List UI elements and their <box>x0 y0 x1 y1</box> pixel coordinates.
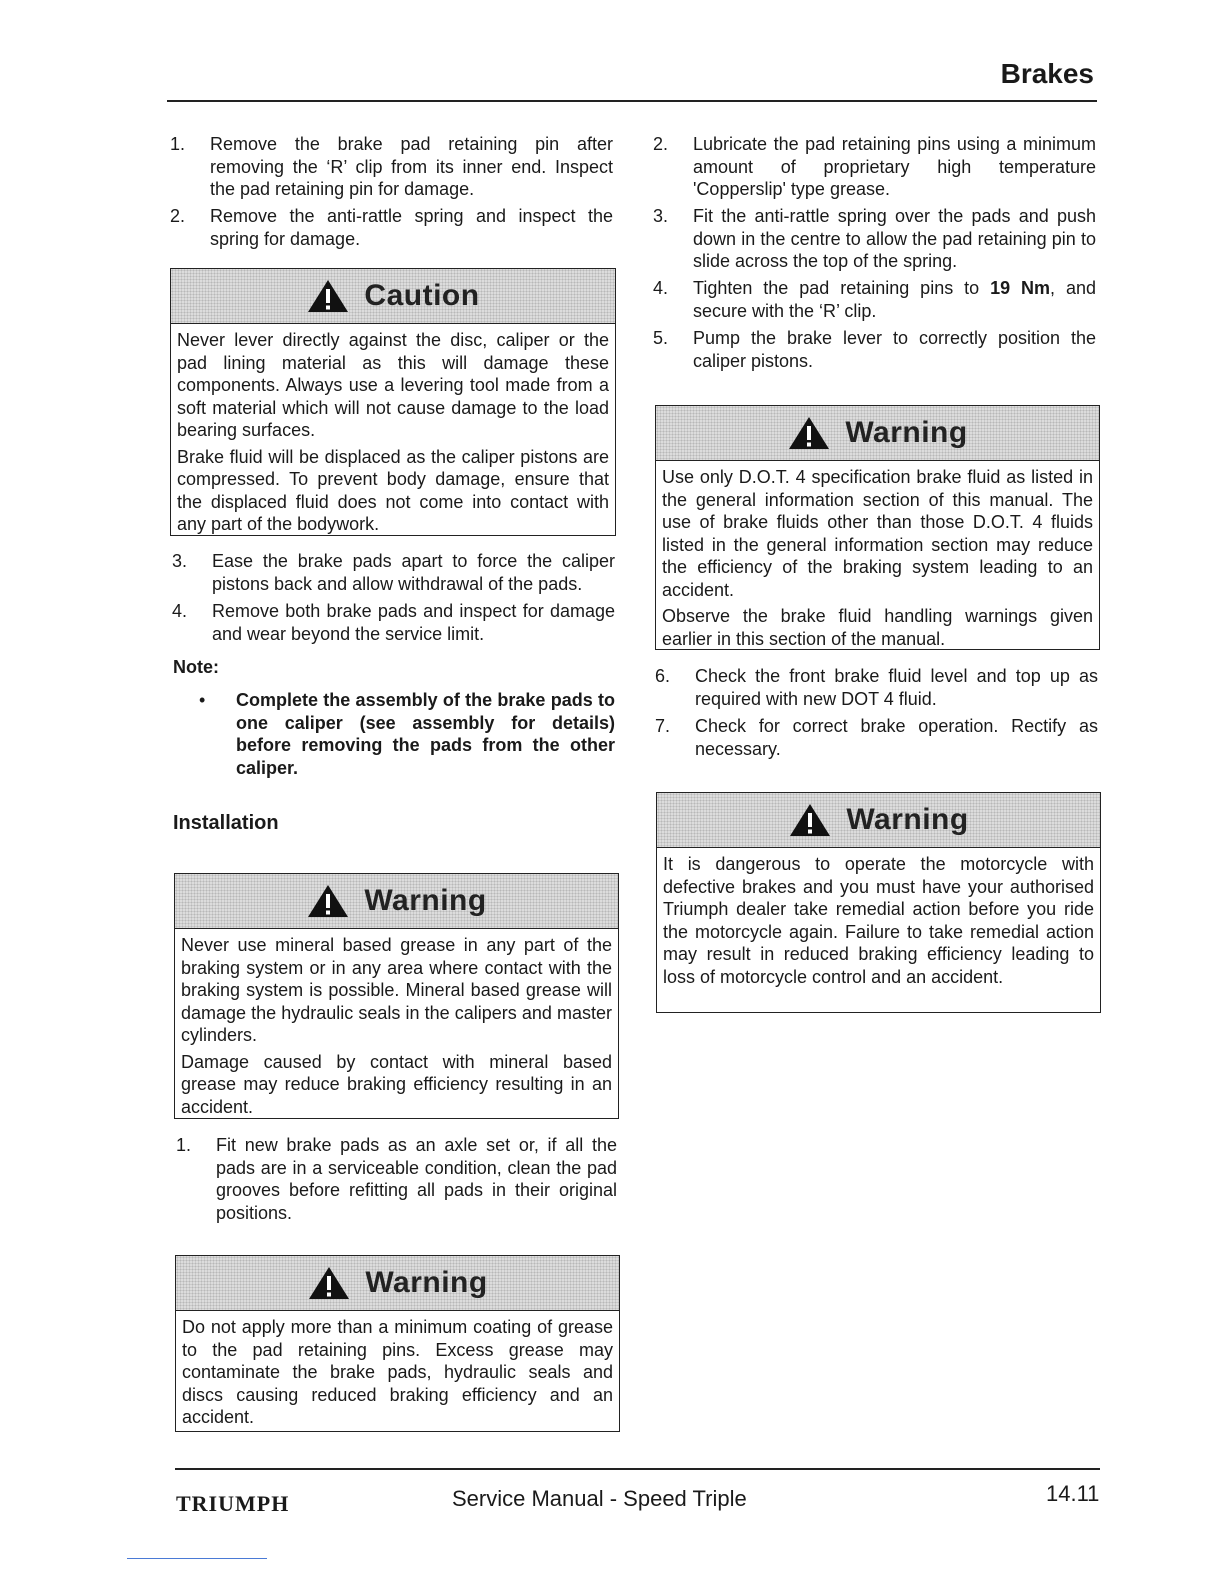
warning-box <box>174 873 619 1119</box>
warning-paragraph: Observe the brake fluid handling warnings given earlier in this section of the manual. <box>662 606 1093 649</box>
warning-box <box>655 405 1100 650</box>
warning-box <box>175 1255 620 1432</box>
step-number: 4. <box>653 278 669 298</box>
header-divider <box>167 100 1097 102</box>
list-item <box>172 600 615 645</box>
step-text: Lubricate the pad retaining pins using a minimum amount of proprietary high temperature 'Copperslip' type grease. <box>693 134 1096 199</box>
warning-title: Warning <box>846 803 969 836</box>
step-text: Ease the brake pads apart to force the caliper pistons back and allow withdrawal of the pads. <box>212 551 615 594</box>
warning-paragraph: Never use mineral based grease in any part of the braking system or in any area where contact with the braking system is possible. Mineral based grease will damage the hydraulic seals in the calipers and master cylinders. <box>181 935 612 1045</box>
list-item <box>176 1134 617 1224</box>
step-text <box>693 277 1096 322</box>
note-text: Complete the assembly of the brake pads to one caliper (see assembly for details) before removing the pads from the other caliper. <box>236 690 615 778</box>
step-text: Fit new brake pads as an axle set or, if all the pads are in a serviceable condition, clean the pad grooves before refitting all pads in their original positions. <box>216 1135 617 1223</box>
list-item <box>653 205 1096 273</box>
warning-box <box>656 792 1101 1013</box>
warning-paragraph: It is dangerous to operate the motorcycle with defective brakes and you must have your authorised Triumph dealer take remedial action before you ride the motorcycle again. Failure to take remedial action may result in reduced braking efficiency leading to loss of motorcycle control and an accident. <box>663 854 1094 987</box>
installation-heading: Installation <box>173 812 279 834</box>
step-number: 2. <box>653 134 669 154</box>
step-number: 7. <box>655 716 671 736</box>
warning-box-header <box>657 793 1100 848</box>
caution-box-header <box>171 269 615 324</box>
step-text: Check the front brake fluid level and top up as required with new DOT 4 fluid. <box>695 666 1098 709</box>
list-item <box>653 277 1096 322</box>
step-number: 2. <box>170 206 186 226</box>
warning-title: Warning <box>845 416 968 449</box>
warning-title: Warning <box>364 884 487 917</box>
warning-body <box>656 461 1099 660</box>
step-text: Check for correct brake operation. Rectify as necessary. <box>695 716 1098 759</box>
torque-value: 19 Nm <box>990 278 1051 298</box>
list-item <box>653 133 1096 201</box>
step-text: Remove both brake pads and inspect for damage and wear beyond the service limit. <box>212 601 615 644</box>
section-title: Brakes <box>1000 58 1094 89</box>
list-item <box>172 550 615 595</box>
manual-title: Service Manual - Speed Triple <box>452 1486 747 1511</box>
caution-title: Caution <box>364 279 480 312</box>
step-text-part: , and secure with the ‘R’ clip. <box>693 278 1096 321</box>
step-text: Remove the brake pad retaining pin after removing the ‘R’ clip from its inner end. Inspect the pad retaining pin for damage. <box>210 134 613 199</box>
step-text: Remove the anti-rattle spring and inspect the spring for damage. <box>210 206 613 249</box>
step-text: Fit the anti-rattle spring over the pads and push down in the centre to allow the pad retaining pin to slide across the top of the spring. <box>693 206 1096 271</box>
caution-paragraph: Never lever directly against the disc, caliper or the pad lining material as this will damage these components. Always use a levering tool made from a soft material which will not cause damage to the load bearing surfaces. <box>177 330 609 440</box>
list-item <box>170 205 613 250</box>
warning-triangle-icon <box>306 883 350 919</box>
step-text-part: Tighten the pad retaining pins to <box>693 278 991 298</box>
step-number: 3. <box>172 551 188 571</box>
caution-paragraph: Brake fluid will be displaced as the caliper pistons are compressed. To prevent body damage, ensure that the displaced fluid does not come into contact with any part of the bodywork. <box>177 446 609 534</box>
step-number: 6. <box>655 666 671 686</box>
warning-box-header <box>176 1256 619 1311</box>
step-number: 1. <box>176 1135 192 1155</box>
warning-paragraph: Do not apply more than a minimum coating of grease to the pad retaining pins. Excess grease may contaminate the brake pads, hydraulic seals and discs causing reduced braking efficiency and an accident. <box>182 1317 613 1427</box>
triumph-logo: TRIUMPH <box>176 1491 290 1516</box>
step-number: 3. <box>653 206 669 226</box>
step-number: 1. <box>170 134 186 154</box>
caution-body <box>171 324 615 546</box>
step-text: Pump the brake lever to correctly position the caliper pistons. <box>693 328 1096 371</box>
warning-body <box>175 929 618 1128</box>
warning-triangle-icon <box>788 802 832 838</box>
note-label: Note: <box>173 657 219 677</box>
bottom-underline <box>127 1558 267 1559</box>
caution-box <box>170 268 616 536</box>
warning-triangle-icon <box>307 1265 351 1301</box>
step-number: 5. <box>653 328 669 348</box>
warning-body <box>176 1311 619 1439</box>
warning-body <box>657 848 1100 998</box>
bullet-icon: • <box>199 690 206 710</box>
list-item <box>655 715 1098 760</box>
warning-title: Warning <box>365 1266 488 1299</box>
list-item <box>170 133 613 201</box>
list-item <box>653 327 1096 372</box>
warning-box-header <box>656 406 1099 461</box>
warning-paragraph: Damage caused by contact with mineral based grease may reduce braking efficiency resulting in an accident. <box>181 1051 612 1117</box>
warning-triangle-icon <box>306 278 350 314</box>
step-number: 4. <box>172 601 188 621</box>
footer-divider <box>175 1468 1100 1470</box>
page-number: 14.11 <box>1046 1481 1100 1506</box>
list-item <box>655 665 1098 710</box>
warning-box-header <box>175 874 618 929</box>
warning-triangle-icon <box>787 415 831 451</box>
warning-paragraph: Use only D.O.T. 4 specification brake fluid as listed in the general information section of this manual. The use of brake fluids other than those D.O.T. 4 fluids listed in the general information section may reduce the efficiency of the braking system leading to an accident. <box>662 467 1093 600</box>
